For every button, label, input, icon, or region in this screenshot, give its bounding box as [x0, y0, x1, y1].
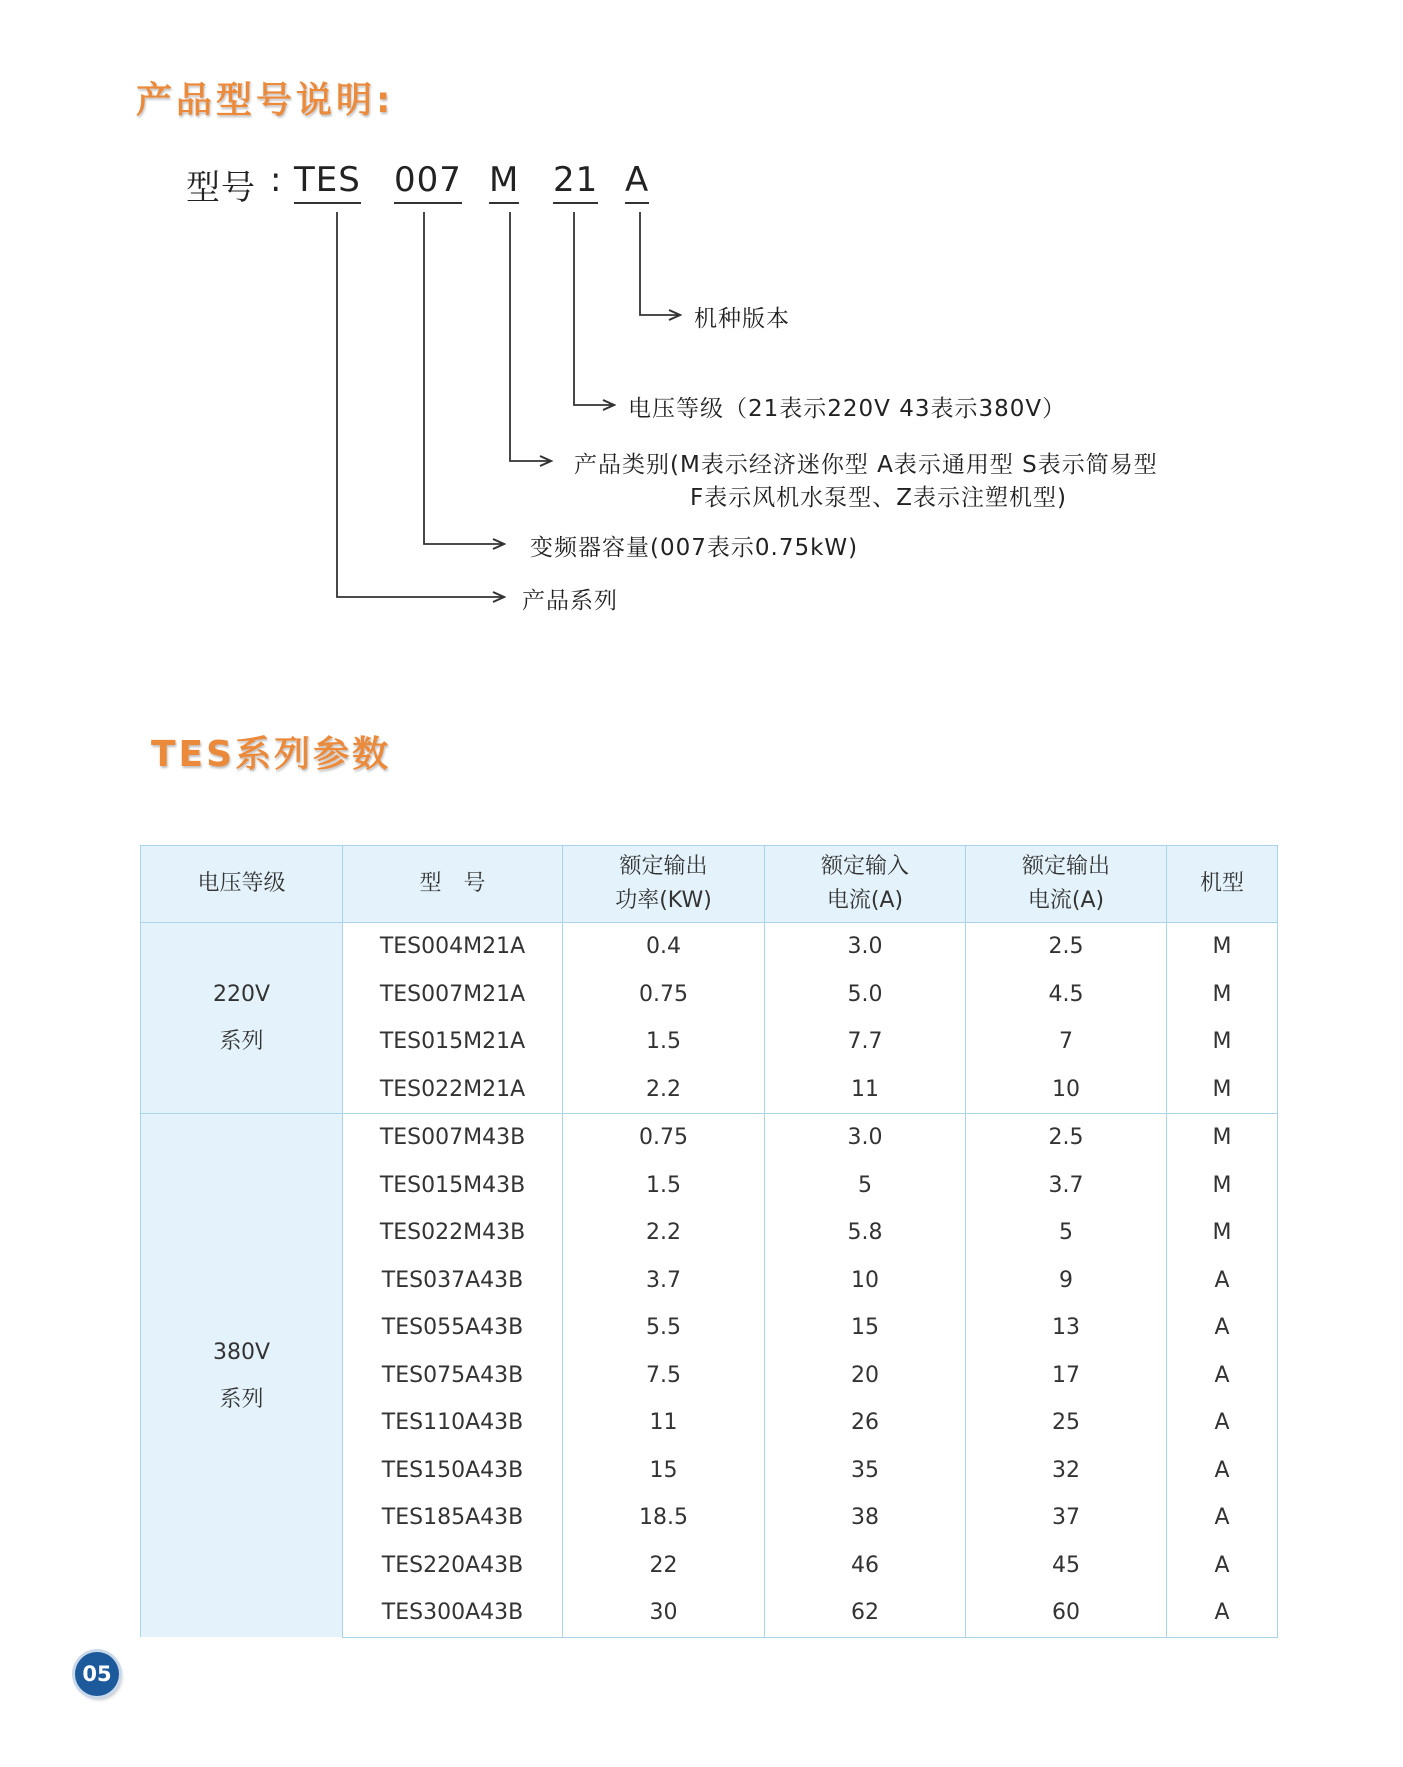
- cell-model: TES004M21A: [343, 923, 563, 971]
- model-seg-version: A: [625, 160, 649, 204]
- cell-model: TES037A43B: [343, 1257, 563, 1305]
- voltage-group-cell: [141, 1114, 343, 1638]
- cell-model: TES075A43B: [343, 1352, 563, 1400]
- header-power-line2: 功率(KW): [615, 888, 712, 913]
- voltage-group-sublabel: 系列: [219, 1029, 264, 1054]
- model-seg-capacity: 007: [394, 160, 462, 204]
- cell-power: 30: [563, 1589, 765, 1637]
- cell-input-current: 46: [765, 1542, 966, 1590]
- cell-power: 2.2: [563, 1209, 765, 1257]
- cell-power: 0.4: [563, 923, 765, 971]
- cell-input-current: 35: [765, 1447, 966, 1495]
- cell-input-current: 10: [765, 1257, 966, 1305]
- cell-model: TES055A43B: [343, 1304, 563, 1352]
- cell-output-current: 2.5: [966, 923, 1167, 971]
- voltage-group-label: 380V: [212, 1339, 271, 1365]
- leader-voltage: [574, 212, 614, 405]
- voltage-group-label: 220V: [212, 982, 271, 1007]
- cell-type: A: [1167, 1352, 1278, 1400]
- cell-output-current: 32: [966, 1447, 1167, 1495]
- section-title-model-explanation: 产品型号说明:: [136, 80, 395, 121]
- table-row: [141, 1114, 1278, 1162]
- cell-output-current: 17: [966, 1352, 1167, 1400]
- cell-input-current: 26: [765, 1399, 966, 1447]
- voltage-group-sublabel: 系列: [219, 1386, 264, 1412]
- model-code-diagram: [0, 0, 1403, 700]
- section-title-tes-params: TES系列参数: [151, 734, 392, 775]
- cell-power: 22: [563, 1542, 765, 1590]
- cell-model: TES185A43B: [343, 1494, 563, 1542]
- cell-type: A: [1167, 1447, 1278, 1495]
- cell-input-current: 5: [765, 1162, 966, 1210]
- leader-series: [337, 212, 504, 597]
- cell-power: 5.5: [563, 1304, 765, 1352]
- desc-capacity: 变频器容量(007表示0.75kW): [530, 535, 859, 561]
- cell-output-current: 2.5: [966, 1114, 1167, 1162]
- cell-output-current: 4.5: [966, 971, 1167, 1019]
- header-type: 机型: [1167, 846, 1278, 923]
- desc-category-line2: F表示风机水泵型、Z表示注塑机型): [690, 485, 1067, 511]
- cell-type: A: [1167, 1589, 1278, 1637]
- cell-input-current: 7.7: [765, 1018, 966, 1066]
- model-seg-category: M: [489, 160, 519, 204]
- cell-power: 1.5: [563, 1162, 765, 1210]
- cell-output-current: 5: [966, 1209, 1167, 1257]
- cell-power: 7.5: [563, 1352, 765, 1400]
- cell-output-current: 9: [966, 1257, 1167, 1305]
- cell-type: M: [1167, 971, 1278, 1019]
- cell-model: TES220A43B: [343, 1542, 563, 1590]
- desc-voltage: 电压等级（21表示220V 43表示380V）: [628, 396, 1067, 422]
- cell-model: TES015M43B: [343, 1162, 563, 1210]
- cell-input-current: 5.8: [765, 1209, 966, 1257]
- cell-input-current: 5.0: [765, 971, 966, 1019]
- cell-power: 1.5: [563, 1018, 765, 1066]
- cell-output-current: 7: [966, 1018, 1167, 1066]
- header-input-current: [765, 846, 966, 923]
- cell-input-current: 3.0: [765, 923, 966, 971]
- cell-type: M: [1167, 1209, 1278, 1257]
- cell-power: 2.2: [563, 1066, 765, 1114]
- cell-power: 0.75: [563, 1114, 765, 1162]
- cell-type: A: [1167, 1399, 1278, 1447]
- header-model: 型 号: [343, 846, 563, 923]
- cell-input-current: 20: [765, 1352, 966, 1400]
- cell-input-current: 3.0: [765, 1114, 966, 1162]
- cell-model: TES022M21A: [343, 1066, 563, 1114]
- cell-input-current: 38: [765, 1494, 966, 1542]
- cell-model: TES300A43B: [343, 1589, 563, 1637]
- cell-model: TES022M43B: [343, 1209, 563, 1257]
- cell-output-current: 10: [966, 1066, 1167, 1114]
- cell-model: TES007M43B: [343, 1114, 563, 1162]
- cell-output-current: 13: [966, 1304, 1167, 1352]
- cell-model: TES007M21A: [343, 971, 563, 1019]
- cell-type: A: [1167, 1304, 1278, 1352]
- cell-model: TES110A43B: [343, 1399, 563, 1447]
- leader-category: [510, 212, 551, 461]
- header-input-line2: 电流(A): [826, 888, 904, 913]
- cell-model: TES015M21A: [343, 1018, 563, 1066]
- table-body: [141, 923, 1278, 1638]
- table-header-row: [141, 846, 1278, 923]
- cell-type: A: [1167, 1542, 1278, 1590]
- model-colon: :: [270, 160, 283, 200]
- model-prefix: 型号: [186, 168, 256, 208]
- cell-type: A: [1167, 1257, 1278, 1305]
- cell-power: 0.75: [563, 971, 765, 1019]
- page-number-badge: 05: [75, 1652, 119, 1696]
- cell-type: M: [1167, 1066, 1278, 1114]
- cell-power: 18.5: [563, 1494, 765, 1542]
- header-voltage: 电压等级: [141, 846, 343, 923]
- cell-output-current: 45: [966, 1542, 1167, 1590]
- header-output-line2: 电流(A): [1027, 888, 1105, 913]
- cell-model: TES150A43B: [343, 1447, 563, 1495]
- desc-category-line1: 产品类别(M表示经济迷你型 A表示通用型 S表示简易型: [574, 452, 1158, 478]
- header-power-line1: 额定输出: [619, 854, 708, 879]
- cell-output-current: 60: [966, 1589, 1167, 1637]
- header-power: [563, 846, 765, 923]
- cell-output-current: 37: [966, 1494, 1167, 1542]
- cell-power: 11: [563, 1399, 765, 1447]
- model-seg-series: TES: [294, 160, 361, 204]
- table-row: [141, 923, 1278, 971]
- model-seg-voltage: 21: [553, 160, 598, 204]
- cell-input-current: 11: [765, 1066, 966, 1114]
- leader-version: [640, 212, 680, 315]
- desc-version: 机种版本: [694, 306, 790, 332]
- tes-params-table: [140, 845, 1278, 1638]
- cell-power: 3.7: [563, 1257, 765, 1305]
- cell-power: 15: [563, 1447, 765, 1495]
- cell-type: A: [1167, 1494, 1278, 1542]
- voltage-group-cell: [141, 923, 343, 1114]
- leader-capacity: [424, 212, 504, 544]
- cell-input-current: 15: [765, 1304, 966, 1352]
- desc-series: 产品系列: [522, 588, 618, 614]
- cell-type: M: [1167, 1018, 1278, 1066]
- cell-type: M: [1167, 923, 1278, 971]
- header-output-current: [966, 846, 1167, 923]
- cell-output-current: 3.7: [966, 1162, 1167, 1210]
- cell-output-current: 25: [966, 1399, 1167, 1447]
- cell-input-current: 62: [765, 1589, 966, 1637]
- cell-type: M: [1167, 1162, 1278, 1210]
- header-input-line1: 额定输入: [820, 854, 909, 879]
- header-output-line1: 额定输出: [1021, 854, 1110, 879]
- cell-type: M: [1167, 1114, 1278, 1162]
